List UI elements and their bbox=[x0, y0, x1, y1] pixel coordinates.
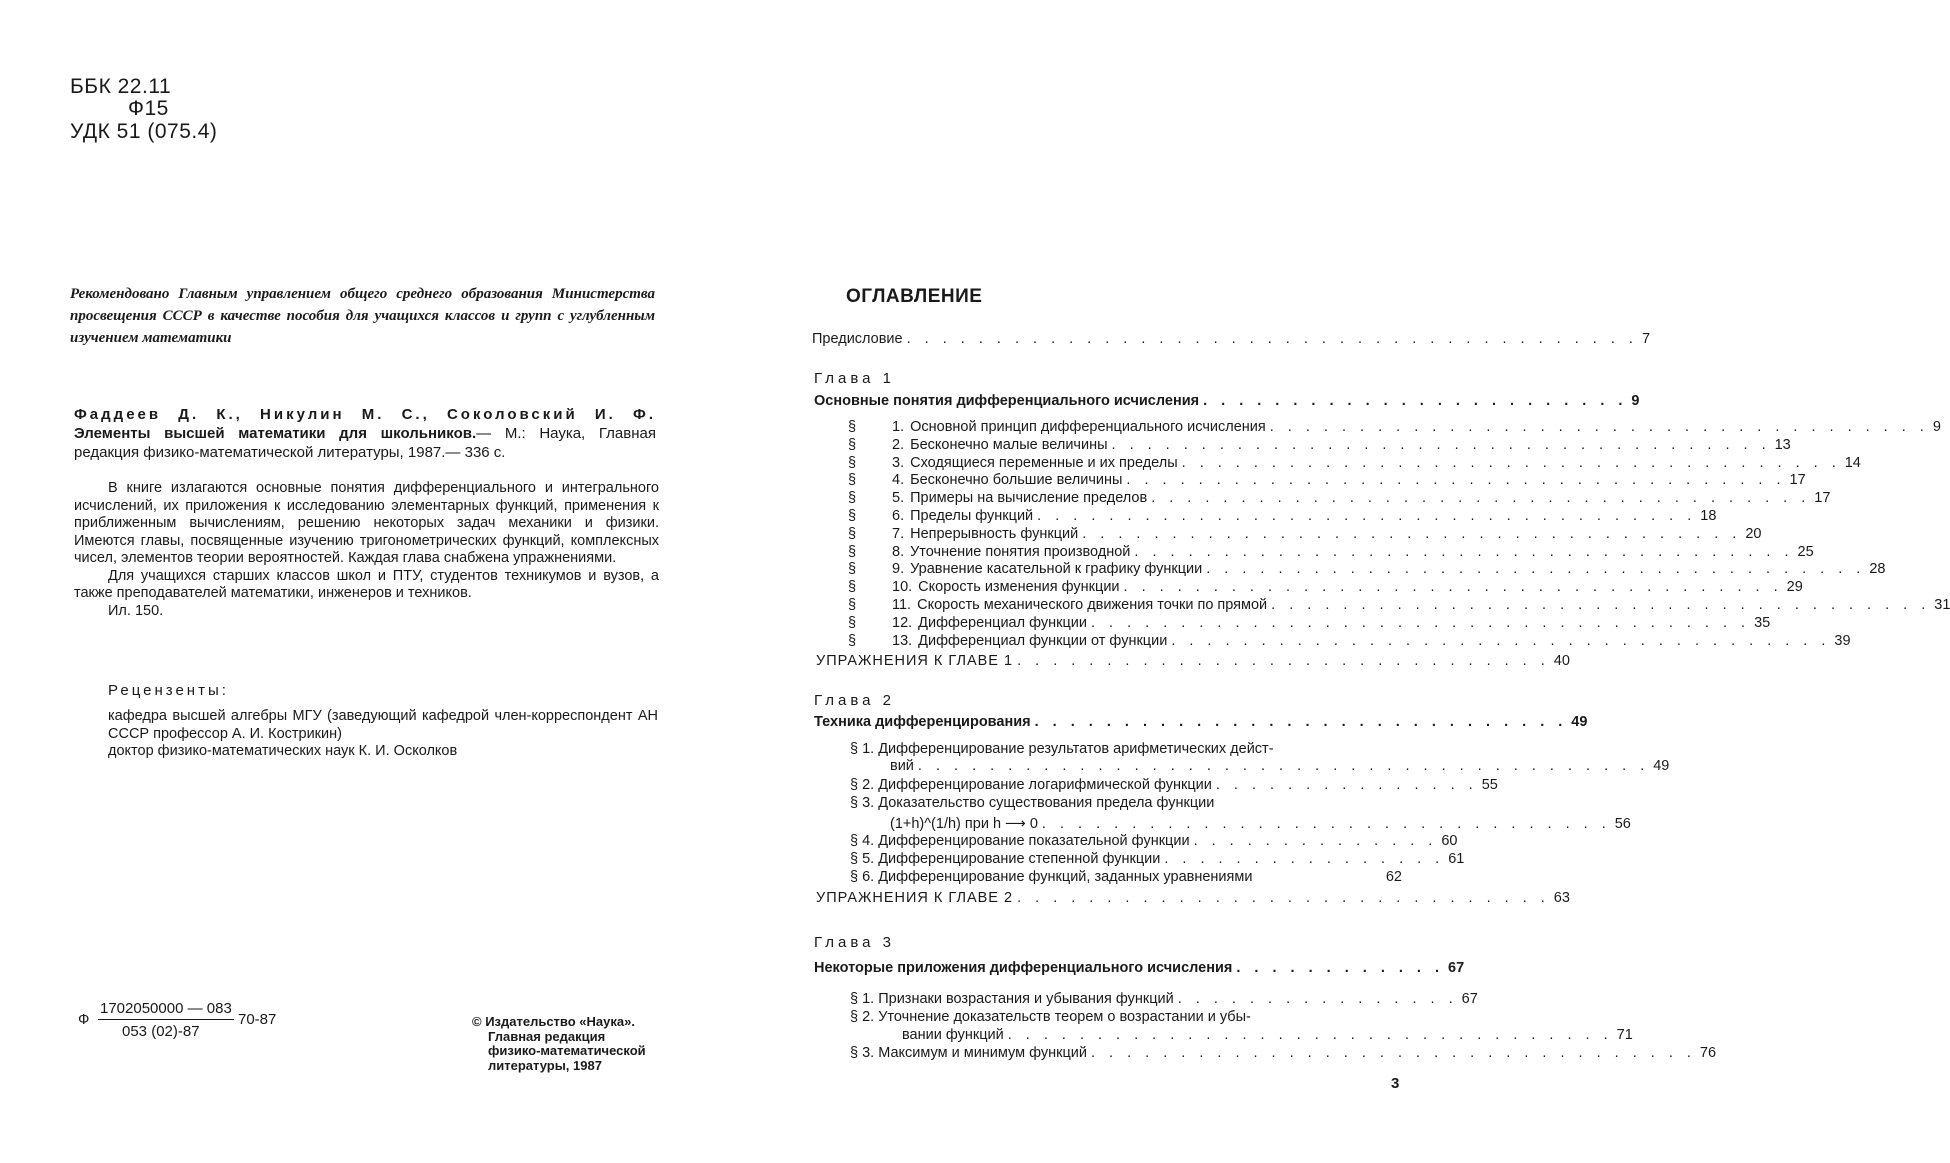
reviewers-list bbox=[108, 708, 658, 761]
ch1-section-row bbox=[848, 579, 1803, 596]
chapter-2-heading: Глава 2 bbox=[814, 692, 896, 709]
ch1-section-row bbox=[848, 597, 1950, 613]
leader-dots: . . . . . . . . . . . . . . bbox=[1193, 833, 1438, 849]
ch3-s2-line1: § 2. Уточнение доказательств теорем о возрастании и убы- bbox=[850, 1009, 1251, 1025]
leader-dots: . . . . . . . . . . . . . . . . . . . . . . . . bbox=[1203, 393, 1628, 409]
toc-page: 40 bbox=[1553, 653, 1570, 669]
section-number: 5. bbox=[892, 490, 905, 507]
section-number: 13. bbox=[892, 632, 913, 649]
toc-label: § 3. Максимум и минимум функций bbox=[850, 1045, 1087, 1061]
leader-dots: . . . . . . . . . . . . . . . . . . . . . . . . . . . . . . . . . . . . . bbox=[1269, 419, 1929, 435]
leader-dots: . . . . . . . . . . . . . . . . . . . . . . . . . . . . . . . . . . bbox=[1007, 1027, 1613, 1043]
section-sign: § bbox=[848, 508, 857, 524]
bib-authors: Фаддеев Д. К., Никулин М. С., Соколовский И. Ф. bbox=[74, 406, 656, 423]
section-sign: § bbox=[848, 597, 857, 613]
ch1-section-row bbox=[848, 543, 1814, 560]
toc-page: 13 bbox=[1774, 436, 1791, 453]
toc-page: 76 bbox=[1699, 1045, 1717, 1061]
ch1-section-row bbox=[848, 614, 1771, 631]
leader-dots: . . . . . . . . . . . . . . . . . . . . . . . . . . . . . . . . . . . . . bbox=[1271, 597, 1931, 613]
leader-dots: . . . . . . . . . . . . . . . . . . . . . . . . . . . . . . . . . . bbox=[1090, 1045, 1696, 1061]
toc-label: Основные понятия дифференциального исчисления bbox=[814, 393, 1200, 409]
toc-label: Непрерывность функций bbox=[910, 525, 1079, 542]
bib-rest: — М.: Наука, Главная редакция физико-математической литературы, 1987.— 336 с. bbox=[74, 425, 656, 461]
ch1-section-row bbox=[848, 632, 1851, 649]
ch1-section-row bbox=[848, 490, 1831, 507]
leader-dots: . . . . . . . . . . . . . . . . . . . . . . . . . . . . . . bbox=[1034, 714, 1568, 730]
index-code-suffix: 70-87 bbox=[238, 1011, 277, 1028]
toc-page: 61 bbox=[1448, 851, 1465, 867]
leader-dots: . . . . . . . . . . . . . . . . . . . . . . . . . . . . . . . . . . . . . bbox=[1126, 472, 1786, 489]
toc-page: 39 bbox=[1834, 632, 1851, 649]
toc-page: 49 bbox=[1653, 758, 1670, 774]
section-sign: § bbox=[848, 614, 857, 631]
chapter-1-heading: Глава 1 bbox=[814, 370, 896, 387]
chapter-3-heading: Глава 3 bbox=[814, 934, 896, 951]
toc-page: 28 bbox=[1869, 561, 1886, 578]
section-number: 8. bbox=[892, 543, 905, 560]
ch1-section-row bbox=[848, 454, 1861, 471]
toc-page: 31 bbox=[1934, 597, 1950, 613]
copyright-line-1: © Издательство «Наука». bbox=[472, 1014, 635, 1029]
toc-label: Дифференциал функции от функции bbox=[918, 632, 1168, 649]
ch1-section-row bbox=[848, 472, 1806, 489]
leader-dots: . . . . . . . . . . . . . . . . . . . . . . . . . . . . . . . . . . . . . bbox=[1082, 525, 1742, 542]
ch1-section-row bbox=[848, 508, 1717, 524]
page-number: 3 bbox=[1391, 1075, 1400, 1092]
copyright-block bbox=[472, 1015, 646, 1073]
toc-label: вании функций bbox=[902, 1027, 1004, 1043]
toc-page: 29 bbox=[1786, 579, 1803, 596]
section-number: 6. bbox=[892, 508, 905, 524]
section-number: 11. bbox=[892, 597, 912, 613]
toc-label: Бесконечно большие величины bbox=[910, 472, 1123, 489]
section-number: 2. bbox=[892, 436, 905, 453]
toc-page: 9 bbox=[1631, 393, 1640, 409]
ch2-s4-row bbox=[850, 833, 1458, 849]
copyright-line-2: Главная редакция bbox=[488, 1028, 606, 1044]
section-number: 10. bbox=[892, 579, 913, 596]
leader-dots: . . . . . . . . . . . . . . . . . . . . . . . . . . . . . . . . . . . . . bbox=[1151, 490, 1811, 507]
leader-dots: . . . . . . . . . . . . bbox=[1236, 960, 1445, 976]
toc-label: Предисловие bbox=[812, 331, 903, 347]
toc-label: (1+h)^(1/h) при h ⟶ 0 bbox=[890, 816, 1038, 832]
toc-label: Сходящиеся переменные и их пределы bbox=[910, 454, 1178, 471]
section-sign: § bbox=[848, 472, 857, 489]
toc-label: Бесконечно малые величины bbox=[910, 436, 1108, 453]
ch2-s3-row bbox=[890, 816, 1631, 832]
toc-label: УПРАЖНЕНИЯ К ГЛАВЕ 2 bbox=[816, 890, 1014, 906]
leader-dots: . . . . . . . . . . . . . . . . bbox=[1177, 991, 1458, 1007]
ch3-s1-row bbox=[850, 991, 1478, 1007]
section-sign: § bbox=[848, 632, 857, 649]
section-number: 3. bbox=[892, 454, 905, 471]
toc-page: 55 bbox=[1481, 777, 1498, 793]
section-sign: § bbox=[848, 543, 857, 560]
ch2-s1-row bbox=[890, 758, 1670, 774]
leader-dots: . . . . . . . . . . . . . . . . . . . . . . . . . . . . . . . . bbox=[1041, 816, 1611, 832]
section-sign: § bbox=[848, 561, 857, 578]
annotation-p2: Для учащихся старших классов школ и ПТУ, студентов техникумов и вузов, а также преподавателей математики, инженеров и техников. bbox=[74, 567, 659, 601]
toc-label: § 5. Дифференцирование степенной функции bbox=[850, 851, 1161, 867]
ch2-s2-row bbox=[850, 777, 1498, 793]
recommendation-note: Рекомендовано Главным управлением общего среднего образования Министерства просвещения СССР в качестве пособия для учащихся классов и групп с углубленным изучением математики bbox=[70, 286, 655, 346]
bbk-code: ББК 22.11 bbox=[70, 75, 172, 98]
toc-label: Техника дифференцирования bbox=[814, 714, 1031, 730]
ch3-s3-row bbox=[850, 1045, 1717, 1061]
toc-page: 62 bbox=[1385, 869, 1402, 885]
copyright-line-3: физико-математической bbox=[488, 1043, 646, 1058]
leader-dots: . . . . . . . . . . . . . . . . . . . . . . . . . . . . . . . . . . . . . bbox=[1206, 561, 1866, 578]
ch3-s2-row bbox=[902, 1027, 1633, 1043]
section-sign: § bbox=[848, 454, 857, 471]
toc-page: 49 bbox=[1571, 714, 1588, 730]
leader-dots: . . . . . . . . . . . . . . . . . . . . . . . . . . . . . . . . . . . . . . . . . bbox=[906, 331, 1638, 347]
toc-page: 35 bbox=[1754, 614, 1771, 631]
leader-dots: . . . . . . . . . . . . . . . . . . . . . . . . . . . . . . . . . . . . . bbox=[1123, 579, 1783, 596]
chapter-2-title-row bbox=[814, 714, 1588, 730]
toc-label: Скорость механического движения точки по прямой bbox=[917, 597, 1268, 613]
annotation-p1: В книге излагаются основные понятия дифференциального и интегрального исчислений, их приложения к исследованию элементарных функций, применения к приближенным вычислениям, решению некоторых задач механики и физики. Имеются главы, посвященные изучению тригонометрических функций, комплексных чисел, элементов теории вероятностей. Каждая глава снабжена упражнениями. bbox=[74, 480, 659, 566]
bibliographic-record bbox=[74, 405, 656, 462]
section-sign: § bbox=[848, 490, 857, 507]
toc-label: Уточнение понятия производной bbox=[910, 543, 1131, 560]
toc-page: 18 bbox=[1700, 508, 1717, 524]
toc-page: 9 bbox=[1932, 419, 1941, 435]
toc-label: Уравнение касательной к графику функции bbox=[910, 561, 1203, 578]
section-number: 12. bbox=[892, 614, 913, 631]
leader-dots: . . . . . . . . . . . . . . . . . . . . . . . . . . . . . . . . . . . . . bbox=[1090, 614, 1751, 631]
toc-page: 63 bbox=[1553, 890, 1570, 906]
ch2-s5-row bbox=[850, 851, 1465, 867]
index-code-denominator: 053 (02)-87 bbox=[122, 1023, 200, 1040]
leader-dots: . . . . . . . . . . . . . . . . . . . . . . . . . . . . . . bbox=[1017, 890, 1550, 906]
leader-dots: . . . . . . . . . . . . . . . . . . . . . . . . . . . . . . . . . . . . . bbox=[1181, 454, 1841, 471]
toc-page: 71 bbox=[1616, 1027, 1633, 1043]
toc-title: ОГЛАВЛЕНИЕ bbox=[846, 286, 983, 307]
toc-label: § 6. Дифференцирование функций, заданных уравнениями bbox=[850, 869, 1253, 885]
ch1-section-row bbox=[848, 561, 1886, 578]
toc-row-preface bbox=[812, 331, 1651, 347]
leader-dots: . . . . . . . . . . . . . . . . . . . . . . . . . . . . . . . . . . . . . bbox=[1111, 436, 1771, 453]
index-code-numerator: 1702050000 — 083 bbox=[100, 1000, 232, 1017]
section-sign: § bbox=[848, 436, 857, 453]
toc-label: § 1. Признаки возрастания и убывания функций bbox=[850, 991, 1174, 1007]
toc-label: вий bbox=[890, 758, 914, 774]
ch2-s1-line1: § 1. Дифференцирование результатов арифметических дейст- bbox=[850, 741, 1274, 757]
ch1-section-row bbox=[848, 436, 1791, 453]
toc-page: 25 bbox=[1797, 543, 1814, 560]
section-sign: § bbox=[848, 579, 857, 596]
annotation-p3: Ил. 150. bbox=[108, 602, 164, 619]
chapter-3-title-row bbox=[814, 960, 1465, 976]
leader-dots: . . . . . . . . . . . . . . . . . . . . . . . . . . . . . . bbox=[1017, 653, 1550, 669]
udk-code: УДК 51 (075.4) bbox=[70, 120, 218, 143]
annotation bbox=[74, 480, 659, 620]
section-number: 4. bbox=[892, 472, 905, 489]
toc-page: 17 bbox=[1814, 490, 1831, 507]
toc-label: Основной принцип дифференциального исчисления bbox=[910, 419, 1266, 435]
index-code-prefix: Ф bbox=[78, 1011, 90, 1028]
f-code: Ф15 bbox=[128, 97, 169, 120]
leader-dots: . . . . . . . . . . . . . . . . . . . . . . . . . . . . . . . . . . . . . . . . . bbox=[917, 758, 1650, 774]
copyright-line-4: литературы, 1987 bbox=[488, 1057, 602, 1073]
chapter-1-exercises-row bbox=[816, 653, 1570, 669]
section-sign: § bbox=[848, 525, 857, 542]
section-sign: § bbox=[848, 419, 857, 435]
fraction-line bbox=[98, 1019, 234, 1020]
chapter-1-title-row bbox=[814, 393, 1640, 409]
leader-dots: . . . . . . . . . . . . . . . . . . . . . . . . . . . . . . . . . . . . . bbox=[1134, 543, 1794, 560]
right-page-toc bbox=[730, 0, 1950, 1163]
toc-label: Пределы функций bbox=[910, 508, 1034, 524]
toc-label: Некоторые приложения дифференциального исчисления bbox=[814, 960, 1233, 976]
ch1-section-row bbox=[848, 419, 1941, 435]
toc-page: 7 bbox=[1641, 331, 1651, 347]
leader-dots: . . . . . . . . . . . . . . . bbox=[1215, 777, 1478, 793]
toc-page: 20 bbox=[1745, 525, 1762, 542]
toc-page: 17 bbox=[1789, 472, 1806, 489]
toc-label: Примеры на вычисление пределов bbox=[910, 490, 1148, 507]
reviewers-heading: Рецензенты: bbox=[108, 682, 229, 699]
leader-dots: . . . . . . . . . . . . . . . . bbox=[1164, 851, 1445, 867]
toc-page: 60 bbox=[1441, 833, 1458, 849]
toc-label: § 4. Дифференцирование показательной функции bbox=[850, 833, 1190, 849]
toc-label: УПРАЖНЕНИЯ К ГЛАВЕ 1 bbox=[816, 653, 1014, 669]
ch2-s3-line1: § 3. Доказательство существования предела функции bbox=[850, 795, 1215, 811]
reviewer-1: кафедра высшей алгебры МГУ (заведующий кафедрой член-корреспондент АН СССР профессор А. И. Кострикин) bbox=[108, 708, 658, 742]
reviewer-2: доктор физико-математических наук К. И. Осколков bbox=[108, 743, 458, 759]
toc-page: 14 bbox=[1844, 454, 1861, 471]
leader-dots: . . . . . . . . . . . . . . . . . . . . . . . . . . . . . . . . . . . . . bbox=[1171, 632, 1831, 649]
toc-page: 56 bbox=[1614, 816, 1631, 832]
leader-dots: . . . . . . . . . . . . . . . . . . . . . . . . . . . . . . . . . . . . . bbox=[1037, 508, 1697, 524]
section-number: 7. bbox=[892, 525, 905, 542]
bib-title: Элементы высшей математики для школьников. bbox=[74, 425, 477, 442]
toc-label: § 2. Дифференцирование логарифмической функции bbox=[850, 777, 1212, 793]
toc-page: 67 bbox=[1448, 960, 1465, 976]
toc-label: Скорость изменения функции bbox=[918, 579, 1120, 596]
toc-label: Дифференциал функции bbox=[918, 614, 1087, 631]
ch2-s6-row bbox=[850, 869, 1402, 885]
section-number: 9. bbox=[892, 561, 905, 578]
toc-page: 67 bbox=[1461, 991, 1478, 1007]
section-number: 1. bbox=[892, 419, 905, 435]
chapter-2-exercises-row bbox=[816, 890, 1570, 906]
left-page bbox=[0, 0, 730, 1163]
ch1-section-row bbox=[848, 525, 1762, 542]
